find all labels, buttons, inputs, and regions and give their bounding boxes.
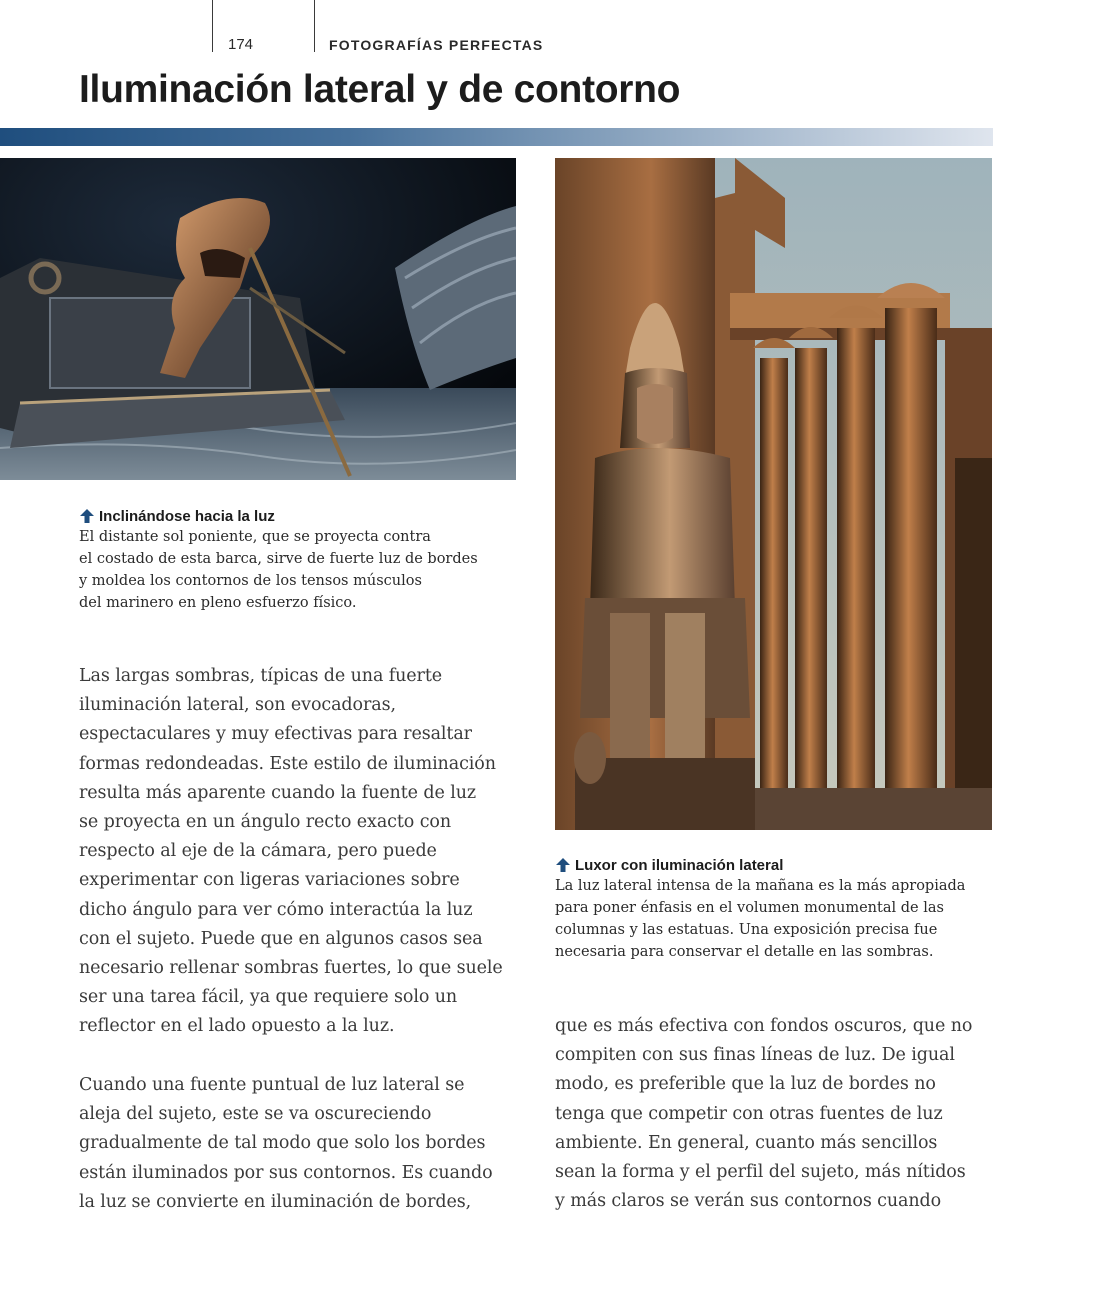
- body-line: Las largas sombras, típicas de una fuerte: [79, 666, 443, 686]
- arrow-up-icon: [555, 857, 571, 873]
- body-line: reflector en el lado opuesto a la luz.: [79, 1016, 395, 1037]
- body-line: aleja del sujeto, este se va oscureciendo: [79, 1104, 432, 1125]
- photo-boatman-image: [0, 158, 516, 480]
- caption-title-row: [79, 506, 478, 526]
- body-line: ambiente. En general, cuanto más sencillos: [555, 1132, 938, 1153]
- body-line: resulta más aparente cuando la fuente de luz: [79, 782, 476, 803]
- caption-line: La luz lateral intensa de la mañana es la más apropiada: [555, 878, 966, 894]
- body-line: ser una tarea fácil, ya que requiere solo un: [79, 987, 458, 1008]
- caption-title: Inclinándose hacia la luz: [99, 507, 275, 525]
- body-line: sean la forma y el perfil del sujeto, más nítidos: [555, 1162, 966, 1183]
- body-paragraph-1: [79, 662, 503, 1042]
- caption-line: el costado de esta barca, sirve de fuerte luz de bordes: [79, 551, 478, 567]
- caption-line: para poner énfasis en el volumen monumental de las: [555, 900, 944, 916]
- body-line: compiten con sus finas líneas de luz. De igual: [555, 1045, 955, 1066]
- arrow-up-icon: [79, 508, 95, 524]
- body-line: dicho ángulo para ver cómo interactúa la luz: [79, 899, 473, 920]
- body-line: Cuando una fuente puntual de luz lateral se: [79, 1075, 465, 1095]
- body-line: que es más efectiva con fondos oscuros, que no: [555, 1016, 973, 1036]
- title-gradient-bar: [0, 128, 993, 146]
- photo-boatman: [0, 158, 516, 480]
- body-paragraph-2-continued: [555, 1012, 972, 1216]
- body-line: necesario rellenar sombras fuertes, lo que suele: [79, 958, 503, 979]
- body-line: con el sujeto. Puede que en algunos casos sea: [79, 928, 483, 949]
- body-line: formas redondeadas. Este estilo de iluminación: [79, 753, 496, 774]
- caption-line: del marinero en pleno esfuerzo físico.: [79, 595, 357, 611]
- body-line: y más claros se verán sus contornos cuando: [555, 1191, 942, 1212]
- caption-title-row: [555, 855, 965, 875]
- caption-line: El distante sol poniente, que se proyecta contra: [79, 529, 431, 545]
- body-line: iluminación lateral, son evocadoras,: [79, 695, 396, 716]
- caption-luxor: [555, 855, 965, 963]
- caption-line: y moldea los contornos de los tensos músculos: [79, 573, 422, 589]
- body-line: respecto al eje de la cámara, pero puede: [79, 841, 437, 862]
- caption-line: necesaria para conservar el detalle en las sombras.: [555, 944, 934, 960]
- photo-luxor: [555, 158, 992, 830]
- body-line: modo, es preferible que la luz de bordes no: [555, 1074, 936, 1095]
- header-rule-right: [314, 0, 315, 52]
- running-head: FOTOGRAFÍAS PERFECTAS: [329, 37, 544, 53]
- body-line: gradualmente de tal modo que solo los bordes: [79, 1133, 486, 1154]
- caption-boatman: [79, 506, 478, 614]
- body-line: experimentar con ligeras variaciones sobre: [79, 870, 460, 891]
- body-line: tenga que competir con otras fuentes de luz: [555, 1103, 943, 1124]
- body-line: se proyecta en un ángulo recto exacto con: [79, 812, 451, 833]
- caption-title: Luxor con iluminación lateral: [575, 856, 784, 874]
- body-line: están iluminados por sus contornos. Es cuando: [79, 1162, 493, 1183]
- body-line: espectaculares y muy efectivas para resaltar: [79, 724, 472, 745]
- body-paragraph-2: [79, 1071, 493, 1217]
- page-title: Iluminación lateral y de contorno: [79, 68, 681, 111]
- photo-luxor-image: [555, 158, 992, 830]
- body-line: la luz se convierte en iluminación de bordes,: [79, 1191, 472, 1212]
- page-number: 174: [228, 36, 254, 53]
- caption-line: columnas y las estatuas. Una exposición precisa fue: [555, 922, 938, 938]
- header-rule-left: [212, 0, 213, 52]
